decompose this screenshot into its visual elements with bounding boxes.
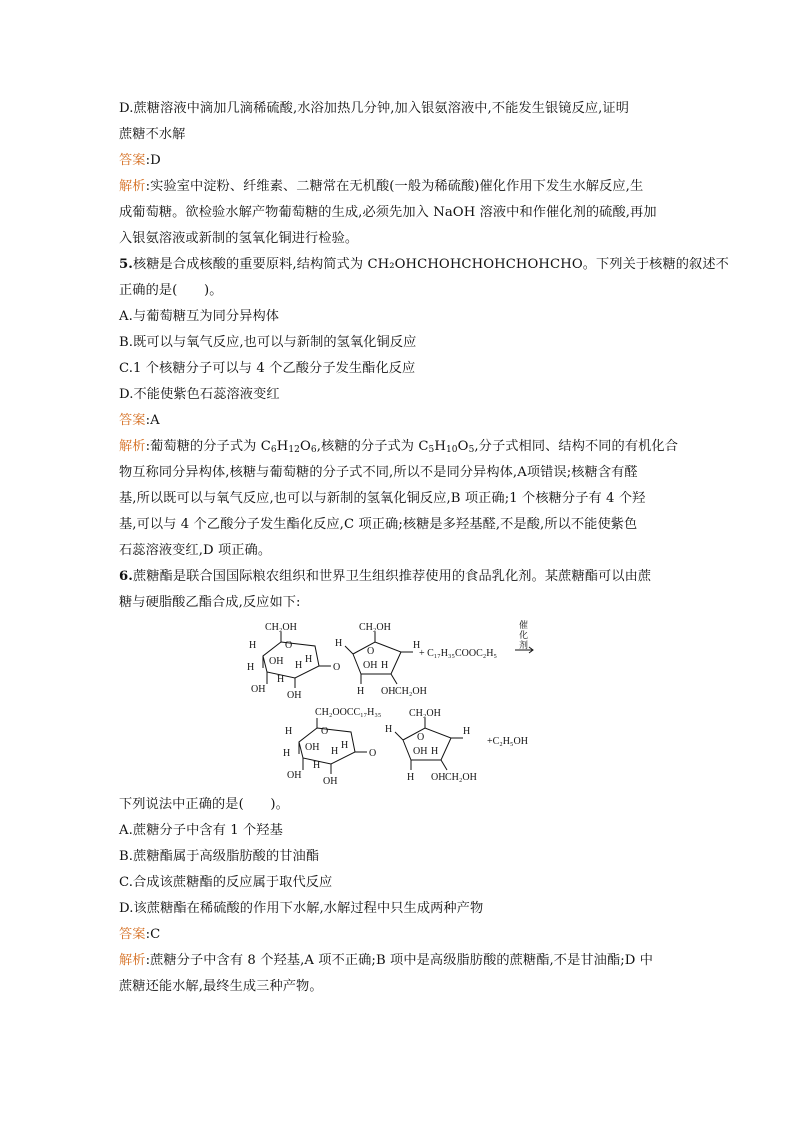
h-label: H: [357, 686, 365, 697]
question-number: 5.: [119, 257, 133, 272]
subscript: 5: [468, 445, 475, 455]
analysis-text: ,分子式相同、结构不同的有机化合: [474, 439, 678, 454]
q6-answer: [119, 922, 679, 948]
h-label: H: [247, 662, 255, 673]
q6-analysis-line2: 蔗糖还能水解,最终生成三种产物。: [119, 979, 323, 994]
prev-answer: [119, 148, 679, 174]
q5-analysis-line1: [119, 434, 679, 460]
oh-label: OH: [269, 656, 284, 667]
q5-answer: [119, 408, 679, 434]
question-stem: 核糖是合成核酸的重要原料,结构简式为 CH₂OHCHOHCHOHCHOHCHO。下列关于核糖的叙述不: [132, 257, 729, 272]
question-stem: 蔗糖酯是联合国国际粮农组织和世界卫生组织推荐使用的食品乳化剂。某蔗糖酯可以由蔗: [132, 569, 652, 584]
q5-option-c: C.1 个核糖分子可以与 4 个乙酸分子发生酯化反应: [119, 361, 416, 376]
h-label: H: [331, 746, 339, 757]
subscript: 12: [288, 445, 300, 455]
h-label: H: [277, 674, 285, 685]
q6-question: 下列说法中正确的是( )。: [119, 797, 289, 812]
ch2oh-label: CH₂OH: [265, 622, 297, 633]
o-label: O: [369, 748, 377, 759]
o-label: O: [321, 726, 329, 737]
prev-analysis-line2: 成葡萄糖。欲检验水解产物葡萄糖的生成,必须先加入 NaOH 溶液中和作催化剂的硫酸,再加: [119, 205, 657, 220]
analysis-label: 解析: [119, 953, 146, 968]
oh-label: OH: [251, 684, 266, 695]
q6-option-c: C.合成该蔗糖酯的反应属于取代反应: [119, 875, 333, 890]
subscript: 5: [428, 445, 435, 455]
catalyst-label: 化: [519, 630, 529, 640]
analysis-text: ,核糖的分子式为 C: [316, 439, 429, 454]
oh-label: OH: [287, 690, 302, 701]
reaction-scheme-svg: [119, 618, 679, 788]
oh-label: OH: [287, 770, 302, 781]
analysis-text: H: [276, 439, 289, 454]
o-label: O: [333, 662, 341, 673]
h-label: H: [341, 740, 349, 751]
oh-label: OH: [413, 746, 428, 757]
analysis-text: O: [457, 439, 469, 454]
q5-option-b: B.既可以与氧气反应,也可以与新制的氢氧化铜反应: [119, 335, 417, 350]
subscript: 6: [310, 445, 317, 455]
h-label: H: [335, 638, 343, 649]
q5-option-a: A.与葡萄糖互为同分异构体: [119, 309, 280, 324]
analysis-text: H: [434, 439, 446, 454]
ch2oh-label: CH₂OH: [409, 708, 441, 719]
oh-label: OH: [305, 742, 320, 753]
h-label: H: [249, 640, 257, 651]
h-label: H: [431, 746, 439, 757]
h-label: H: [313, 760, 321, 771]
answer-value: :D: [145, 153, 161, 168]
answer-label: 答案: [119, 153, 146, 168]
answer-value: :A: [145, 413, 160, 428]
analysis-text: :实验室中淀粉、纤维素、二糖常在无机酸(一般为稀硫酸)催化作用下发生水解反应,生: [145, 179, 644, 194]
ch2oh-label: CH₂OH: [359, 622, 391, 633]
ester-group-label: CH₂OOCC₁₇H₃₅: [315, 707, 382, 718]
h-label: H: [283, 748, 291, 759]
prev-option-d-line1: D.蔗糖溶液中滴加几滴稀硫酸,水浴加热几分钟,加入银氨溶液中,不能发生银镜反应,证明: [119, 101, 630, 116]
reagent-label: + C₁₇H₃₅COOC₂H₅: [419, 648, 497, 659]
prev-analysis-line1: [119, 174, 679, 200]
h-label: H: [463, 726, 471, 737]
oh-label: OH: [381, 686, 396, 697]
oh-label: OH: [323, 776, 338, 787]
analysis-text: :葡萄糖的分子式为 C: [145, 439, 271, 454]
catalyst-label: 催: [519, 620, 529, 630]
answer-label: 答案: [119, 413, 146, 428]
q6-option-d: D.该蔗糖酯在稀硫酸的作用下水解,水解过程中只生成两种产物: [119, 901, 484, 916]
oh-label: OH: [363, 660, 378, 671]
h-label: H: [295, 660, 303, 671]
analysis-label: 解析: [119, 439, 146, 454]
q5-analysis-line5: 石蕊溶液变红,D 项正确。: [119, 543, 272, 558]
o-label: O: [367, 646, 375, 657]
q5-analysis-line2: 物互称同分异构体,核糖与葡萄糖的分子式不同,所以不是同分异构体,A项错误;核糖含有醛: [119, 465, 638, 480]
ch2oh-label: CH₂OH: [445, 772, 477, 783]
analysis-text: O: [300, 439, 311, 454]
q6-stem-line2: 糖与硬脂酸乙酯合成,反应如下:: [119, 595, 301, 610]
q5-analysis-line3: 基,所以既可以与氧气反应,也可以与新制的氢氧化铜反应,B 项正确;1 个核糖分子有 4 个羟: [119, 491, 646, 506]
document-page: [119, 96, 729, 1000]
reaction-scheme-figure: [119, 618, 679, 788]
q6-stem-line1: [119, 564, 679, 590]
q6-option-b: B.蔗糖酯属于高级脂肪酸的甘油酯: [119, 849, 320, 864]
analysis-label: 解析: [119, 179, 146, 194]
prev-analysis-line3: 入银氨溶液或新制的氢氧化铜进行检验。: [119, 231, 359, 246]
answer-value: :C: [145, 927, 161, 942]
o-label: O: [417, 732, 425, 743]
h-label: H: [385, 724, 393, 735]
answer-label: 答案: [119, 927, 146, 942]
subscript: 10: [445, 445, 458, 455]
h-label: H: [413, 640, 421, 651]
q5-stem-line1: [119, 252, 729, 278]
analysis-text: :蔗糖分子中含有 8 个羟基,A 项不正确;B 项中是高级脂肪酸的蔗糖酯,不是甘油酯;D 中: [145, 953, 654, 968]
question-number: 6.: [119, 569, 133, 584]
h-label: H: [285, 726, 293, 737]
q6-option-a: A.蔗糖分子中含有 1 个羟基: [119, 823, 283, 838]
q5-option-d: D.不能使紫色石蕊溶液变红: [119, 387, 280, 402]
h-label: H: [381, 660, 389, 671]
oh-label: OH: [431, 772, 446, 783]
h-label: H: [305, 654, 313, 665]
o-label: O: [285, 640, 293, 651]
ethanol-label: +C₂H₅OH: [487, 736, 528, 747]
q5-stem-line2: 正确的是( )。: [119, 283, 223, 298]
catalyst-label: 剂: [519, 640, 529, 650]
ch2oh-label: CH₂OH: [395, 686, 427, 697]
q6-analysis-line1: [119, 948, 679, 974]
prev-option-d-line2: 蔗糖不水解: [119, 127, 186, 142]
subscript: 6: [270, 445, 277, 455]
q5-analysis-line4: 基,可以与 4 个乙酸分子发生酯化反应,C 项正确;核糖是多羟基醛,不是酸,所以不能使紫色: [119, 517, 638, 532]
h-label: H: [407, 772, 415, 783]
